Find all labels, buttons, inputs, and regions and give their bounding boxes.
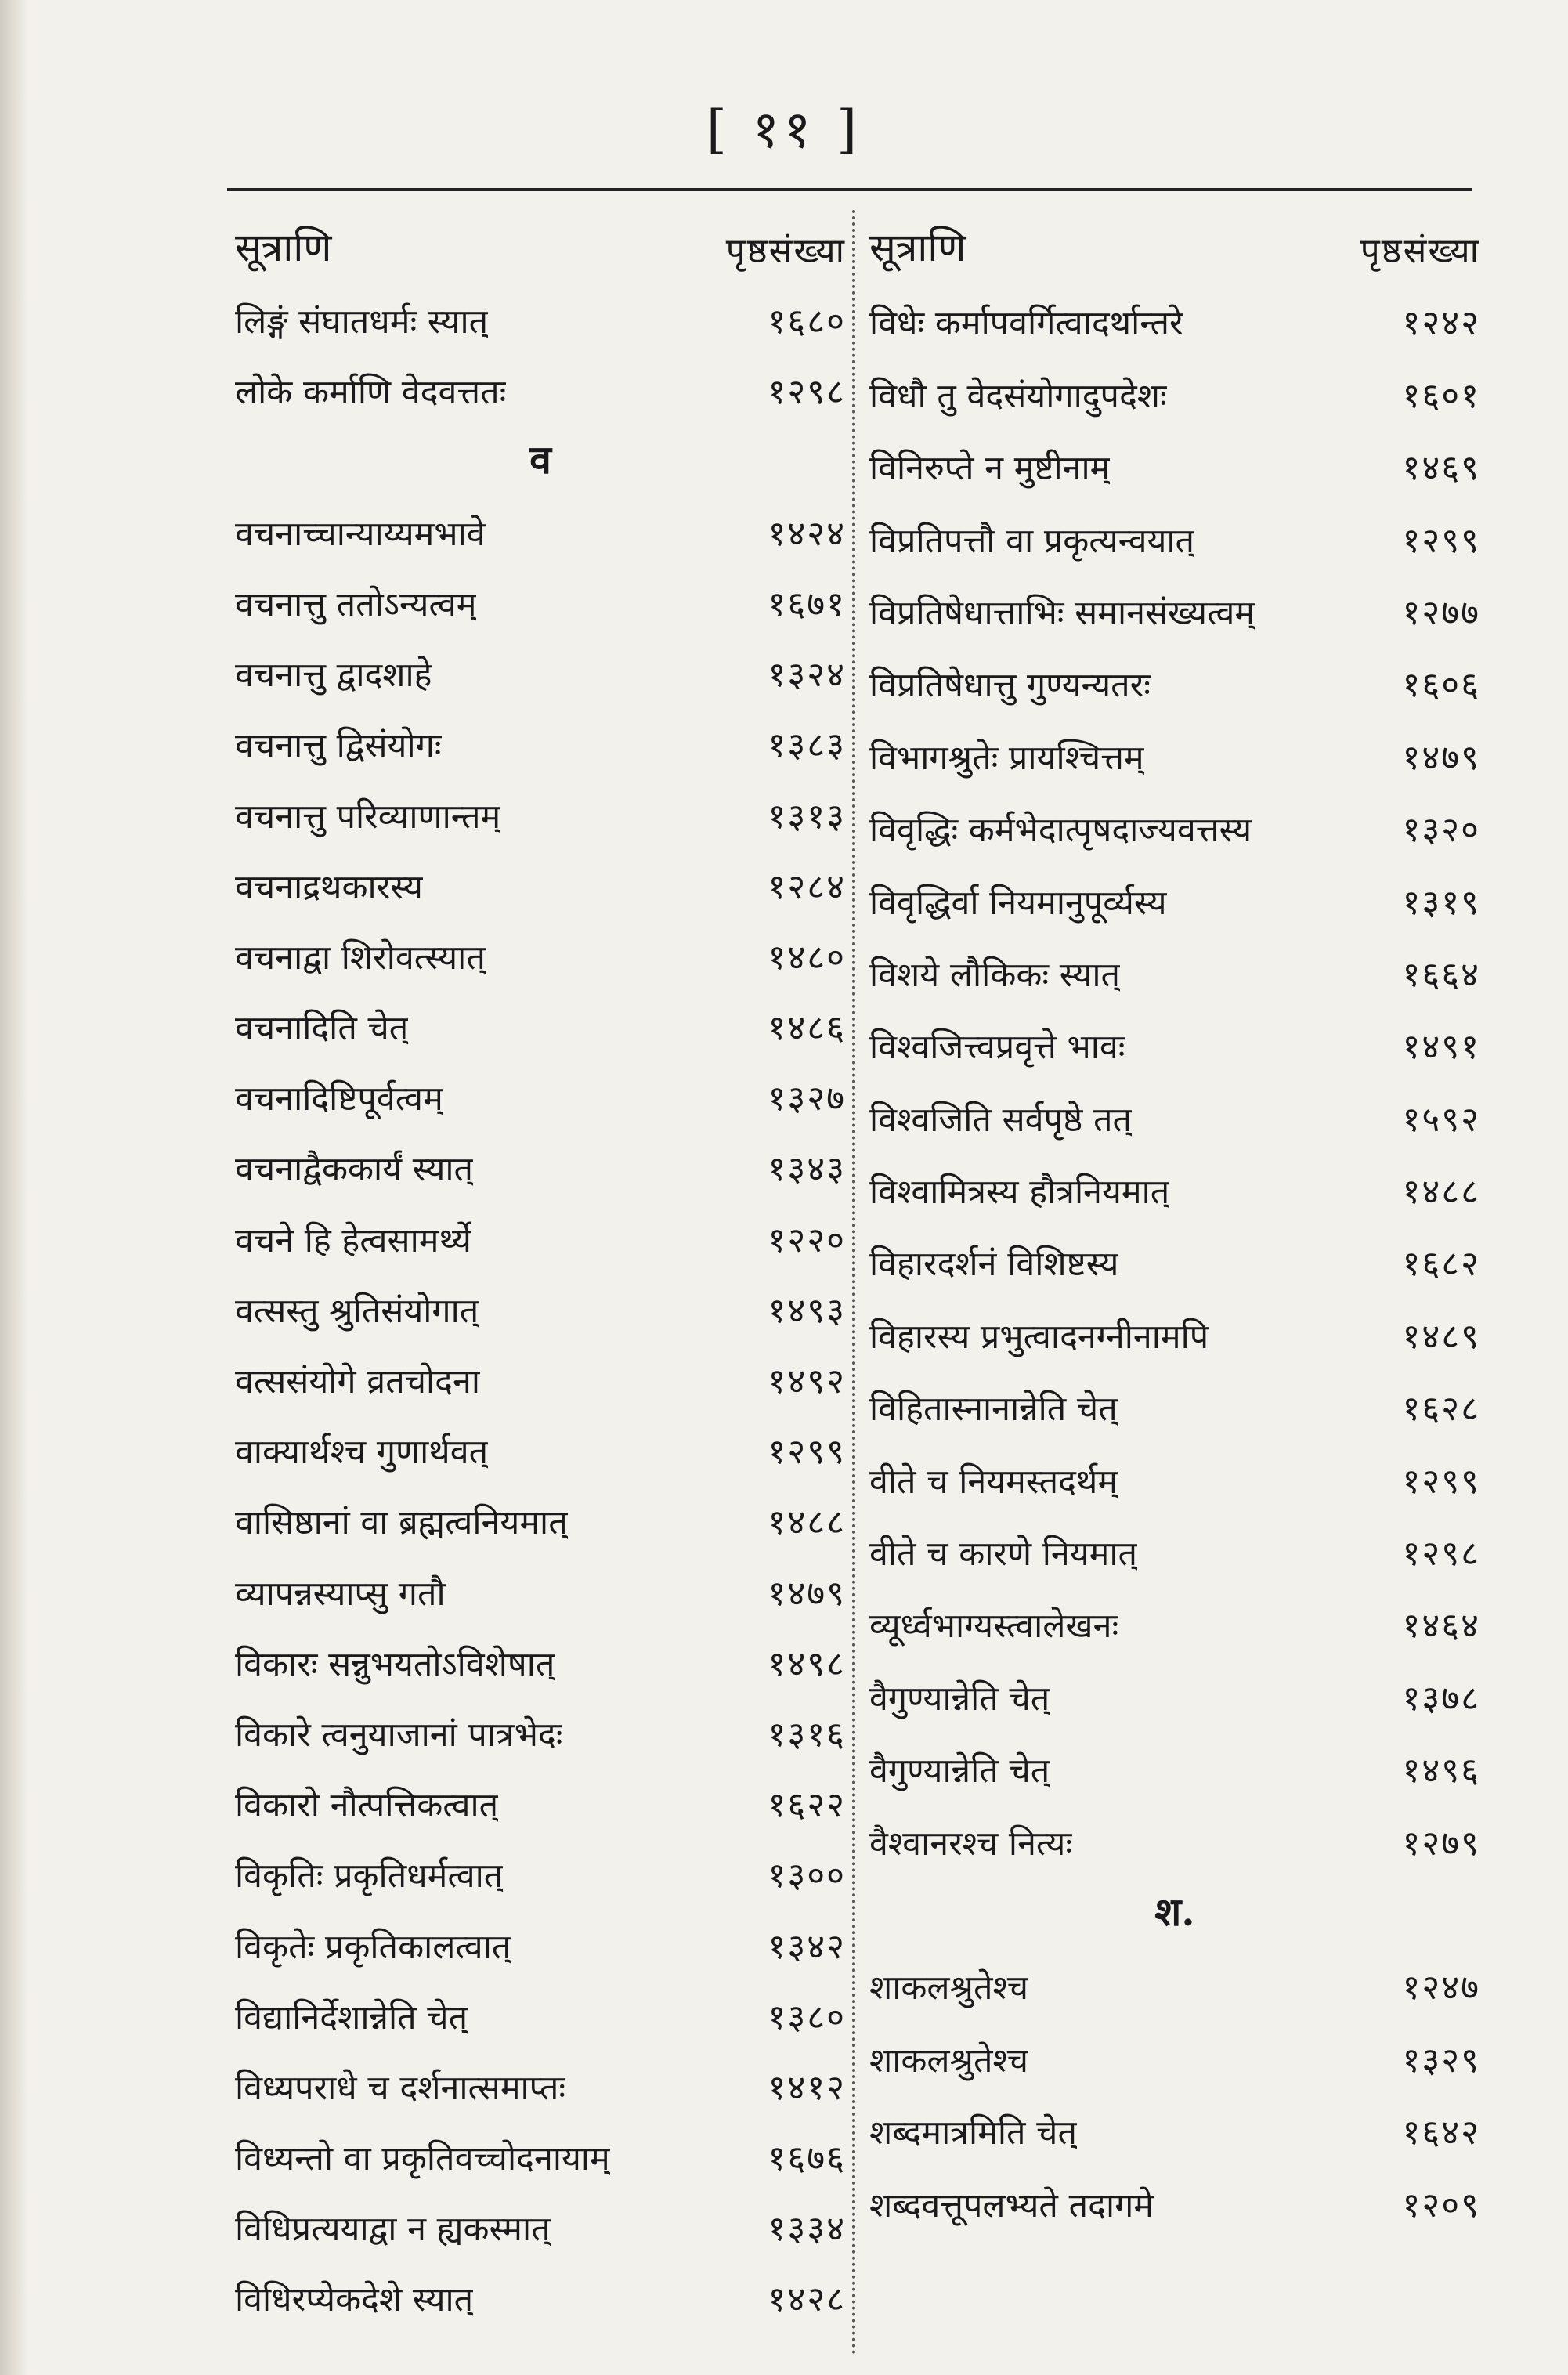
sutra-text: विध्यपराधे च दर्शनात्समाप्तः [235, 2068, 566, 2108]
page-number-value: १३२० [1402, 810, 1480, 851]
sutra-text: विप्रतिषेधात्तु गुण्यन्यतरः [869, 666, 1151, 706]
page-number-value: १२८४ [768, 866, 846, 907]
page-number-value: १६८२ [1402, 1244, 1480, 1285]
index-entry [869, 1141, 1480, 1213]
section-letter: व [529, 436, 551, 483]
page-number-value: १४८९ [1402, 1316, 1480, 1357]
column-divider [852, 210, 855, 2356]
index-entry [235, 1968, 846, 2039]
page-number-value: १४७९ [1402, 737, 1480, 778]
index-entry [235, 838, 846, 909]
index-entry [235, 2250, 846, 2321]
page-number-value: १४८६ [768, 1008, 846, 1049]
sutra-text: वचनाच्चान्याय्यमभावे [235, 514, 486, 554]
sutra-text: विप्रतिपत्तौ वा प्रकृत्यन्वयात् [869, 521, 1195, 561]
page-count-header: पृष्ठसंख्या [725, 231, 846, 271]
index-entry [869, 562, 1480, 634]
index-entry [869, 996, 1480, 1068]
index-entry [869, 1937, 1480, 2009]
page-number-value: १४६४ [1402, 1606, 1480, 1647]
sutra-text: विहितास्नानान्नेति चेत् [869, 1390, 1118, 1430]
sutra-text: विभागश्रुतेः प्रायश्चित्तम् [869, 738, 1144, 778]
page-number-value: १२४२ [1402, 303, 1480, 344]
sutra-text: विप्रतिषेधात्ताभिः समानसंख्यत्वम् [869, 593, 1255, 633]
right-column-header [869, 210, 1480, 273]
index-entry [235, 1544, 846, 1614]
index-entry [235, 1050, 846, 1120]
section-letter: श. [1154, 1888, 1195, 1935]
sutra-text: विद्यानिर्देशान्नेति चेत् [235, 1997, 468, 2037]
index-entry [869, 1068, 1480, 1141]
page-number-value: १२२० [768, 1220, 846, 1260]
sutra-text: विश्वामित्रस्य हौत्रनियमात् [869, 1173, 1170, 1213]
sutra-text: वचनाद्वैककार्यं स्यात् [235, 1150, 474, 1190]
index-entry [235, 626, 846, 696]
sutra-text: विश्वजिति सर्वपृष्ठे तत् [869, 1100, 1133, 1140]
index-entry [235, 696, 846, 767]
sutra-text: शब्दमात्रमिति चेत् [869, 2113, 1077, 2153]
index-entry [869, 1503, 1480, 1575]
right-column [869, 210, 1480, 2227]
index-entry [235, 343, 846, 414]
sutra-text: विकृतेः प्रकृतिकालत्वात् [235, 1927, 511, 1967]
index-entry [869, 1575, 1480, 1647]
page-number-value: १३४२ [768, 1926, 846, 1967]
index-entry [235, 2039, 846, 2109]
page-number-value: १६६४ [1402, 954, 1480, 995]
sutra-text: वत्सस्तु श्रुतिसंयोगात् [235, 1291, 479, 1331]
index-entry [869, 1213, 1480, 1285]
index-entry [869, 707, 1480, 779]
index-entry [869, 1647, 1480, 1719]
sutra-text: व्यूर्ध्वभाग्यस्त्वालेखनः [869, 1607, 1119, 1647]
index-entry [869, 851, 1480, 924]
index-entry [235, 1120, 846, 1191]
page-number-value: १४९३ [768, 1290, 846, 1331]
index-entry [235, 273, 846, 343]
page-number-value: १४१२ [768, 2067, 846, 2108]
sutra-text: वचनात्तु द्वादशाहे [235, 656, 432, 696]
left-column-header [235, 210, 846, 273]
page-number-value: १२९८ [1402, 1534, 1480, 1574]
sutra-text: विकारे त्वनुयाजानां पात्रभेदः [235, 1715, 563, 1755]
sutra-text: वचनात्तु द्विसंयोगः [235, 726, 442, 766]
page-count-header: पृष्ठसंख्या [1360, 231, 1480, 271]
sutra-text: वैगुण्यान्नेति चेत् [869, 1679, 1050, 1719]
sutra-text: विशये लौकिकः स्यात् [869, 955, 1121, 995]
sutra-text: वचने हि हेत्वसामर्थ्ये [235, 1220, 471, 1260]
page-number-value: १४९१ [1402, 1027, 1480, 1068]
sutra-text: शाकलश्रुतेश्च [869, 2041, 1029, 2080]
index-entry [235, 979, 846, 1050]
sutra-text: वचनाद्रथकारस्य [235, 867, 423, 907]
index-entry [235, 1403, 846, 1473]
page-number-value: १५९२ [1402, 1099, 1480, 1140]
sutra-text: शब्दवत्तूपलभ्यते तदागमे [869, 2185, 1154, 2225]
index-entry [869, 345, 1480, 417]
index-entry [235, 1262, 846, 1332]
sutra-text: वीते च कारणे नियमात् [869, 1535, 1138, 1574]
page-number-value: १४९८ [768, 1643, 846, 1684]
header-rule [227, 188, 1472, 191]
page-number-value: १३८३ [768, 725, 846, 766]
index-entry [869, 273, 1480, 345]
page-number-value: १३८० [768, 1997, 846, 2037]
page-number-value: १३७८ [1402, 1678, 1480, 1719]
index-entry [235, 909, 846, 979]
page-number-value: १४६९ [1402, 448, 1480, 489]
page-number-value: १४२८ [768, 2279, 846, 2320]
index-entry [869, 1720, 1480, 1792]
index-entry [869, 779, 1480, 851]
index-entry [869, 418, 1480, 490]
index-entry [235, 1473, 846, 1544]
page-number-value: १४२४ [768, 513, 846, 554]
index-entry [235, 555, 846, 626]
sutra-text: लिङ्गं संघातधर्मः स्यात् [235, 302, 489, 342]
page-number-value: १३१६ [768, 1714, 846, 1755]
index-entry [869, 1358, 1480, 1430]
page-number-value: १६०१ [1402, 375, 1480, 416]
page-number-value: १३२७ [768, 1079, 846, 1119]
page-number: [ ११ ] [706, 99, 862, 160]
page-number-value: १४९२ [768, 1361, 846, 1401]
sutra-text: विनिरुप्ते न मुष्टीनाम् [869, 449, 1111, 489]
sutra-text: विकृतिः प्रकृतिधर्मत्वात् [235, 1856, 504, 1896]
sutra-text: विधौ तु वेदसंयोगादुपदेशः [869, 376, 1167, 416]
index-entry [235, 1827, 846, 1897]
page-number-value: १३१९ [1402, 882, 1480, 923]
index-entry [869, 2082, 1480, 2154]
page-binding-edge [0, 0, 28, 2375]
page-number-value: १२७७ [1402, 592, 1480, 633]
page-number-value: १२४७ [1402, 1968, 1480, 2008]
sutra-text: वैगुण्यान्नेति चेत् [869, 1751, 1050, 1791]
page-number-value: १२०९ [1402, 2185, 1480, 2225]
sutra-text: वाक्यार्थश्च गुणार्थवत् [235, 1433, 489, 1473]
page-number-value: १६२२ [768, 1785, 846, 1826]
sutra-text: विहारदर्शनं विशिष्टस्य [869, 1245, 1119, 1285]
index-entry [235, 485, 846, 555]
page-number-value: १४९६ [1402, 1751, 1480, 1791]
sutra-text: लोके कर्माणि वेदवत्ततः [235, 373, 507, 413]
sutra-text: वत्ससंयोगे व्रतचोदना [235, 1362, 480, 1401]
page-number-value: १६८० [768, 302, 846, 342]
page-number-value: १३२४ [768, 655, 846, 696]
page-number-value: १२९९ [768, 1432, 846, 1473]
sutra-text: विकारो नौत्पत्तिकत्वात् [235, 1786, 499, 1826]
sutra-header: सूत्राणि [235, 225, 332, 270]
page-number-value: १६४२ [1402, 2113, 1480, 2153]
index-entry [869, 1285, 1480, 1357]
index-entry [869, 924, 1480, 996]
sutra-text: वचनाद्वा शिरोवत्स्यात् [235, 938, 486, 978]
page-number-value: १६२८ [1402, 1389, 1480, 1430]
index-entry [869, 634, 1480, 707]
index-entry [235, 1756, 846, 1827]
page-number-value: १२९८ [768, 372, 846, 413]
page-number-value: १४७९ [768, 1573, 846, 1614]
index-entry [235, 1686, 846, 1756]
page-number-value: १२९९ [1402, 520, 1480, 561]
sutra-text: व्यापन्नस्याप्सु गतौ [235, 1574, 446, 1614]
sutra-text: विकारः सन्नुभयतोऽविशेषात् [235, 1644, 555, 1684]
index-entry [235, 2109, 846, 2180]
sutra-text: वैश्वानरश्च नित्यः [869, 1824, 1073, 1863]
page-number-value: १४८८ [1402, 1172, 1480, 1213]
page-number-value: १६७१ [768, 584, 846, 624]
sutra-text: विवृद्धिर्वा नियमानुपूर्व्यस्य [869, 883, 1167, 923]
page-number-value: १४८० [768, 937, 846, 978]
sutra-text: विश्वजित्त्वप्रवृत्ते भावः [869, 1028, 1125, 1068]
sutra-text: विधेः कर्मापवर्गित्वादर्थान्तरे [869, 304, 1183, 344]
sutra-text: विध्यन्तो वा प्रकृतिवच्चोदनायाम् [235, 2139, 610, 2179]
page-number-value: १६०६ [1402, 665, 1480, 706]
page-number-value: १३४३ [768, 1149, 846, 1190]
page-number-value: १३३४ [768, 2209, 846, 2250]
sutra-text: वचनात्तु परिव्याणान्तम् [235, 797, 501, 837]
sutra-text: वचनादिष्टिपूर्वत्वम् [235, 1079, 443, 1119]
index-entry [235, 767, 846, 837]
sutra-text: विधिरप्येकदेशे स्यात् [235, 2280, 474, 2320]
index-entry [235, 1332, 846, 1403]
page-number-value: १४८८ [768, 1502, 846, 1543]
sutra-text: शाकलश्रुतेश्च [869, 1968, 1029, 2008]
sutra-text: विहारस्य प्रभुत्वादनग्नीनामपि [869, 1317, 1209, 1357]
index-entry [235, 1897, 846, 1968]
page-number-value: १२७९ [1402, 1823, 1480, 1863]
page-number-value: १३०० [768, 1856, 846, 1896]
index-entry [235, 2180, 846, 2250]
left-column [235, 210, 846, 2321]
sutra-text: वचनात्तु ततोऽन्यत्वम् [235, 584, 477, 624]
index-entry [869, 1792, 1480, 1864]
sutra-text: वासिष्ठानां वा ब्रह्मत्वनियमात् [235, 1503, 568, 1543]
sutra-text: वीते च नियमस्तदर्थम् [869, 1462, 1118, 1502]
index-entry [235, 1191, 846, 1261]
sutra-text: विधिप्रत्ययाद्वा न ह्यकस्मात् [235, 2210, 551, 2250]
index-entry [869, 2009, 1480, 2081]
index-entry [869, 490, 1480, 562]
sutra-header: सूत्राणि [869, 225, 966, 270]
index-entry [869, 2154, 1480, 2226]
page-number-value: १३२९ [1402, 2040, 1480, 2080]
sutra-text: वचनादिति चेत् [235, 1009, 409, 1049]
index-entry [869, 1430, 1480, 1502]
page-number-value: १६७६ [768, 2138, 846, 2179]
page-number-value: १२९९ [1402, 1461, 1480, 1502]
sutra-text: विवृद्धिः कर्मभेदात्पृषदाज्यवत्तस्य [869, 811, 1252, 851]
index-entry [235, 1615, 846, 1686]
page-number-value: १३१३ [768, 796, 846, 837]
